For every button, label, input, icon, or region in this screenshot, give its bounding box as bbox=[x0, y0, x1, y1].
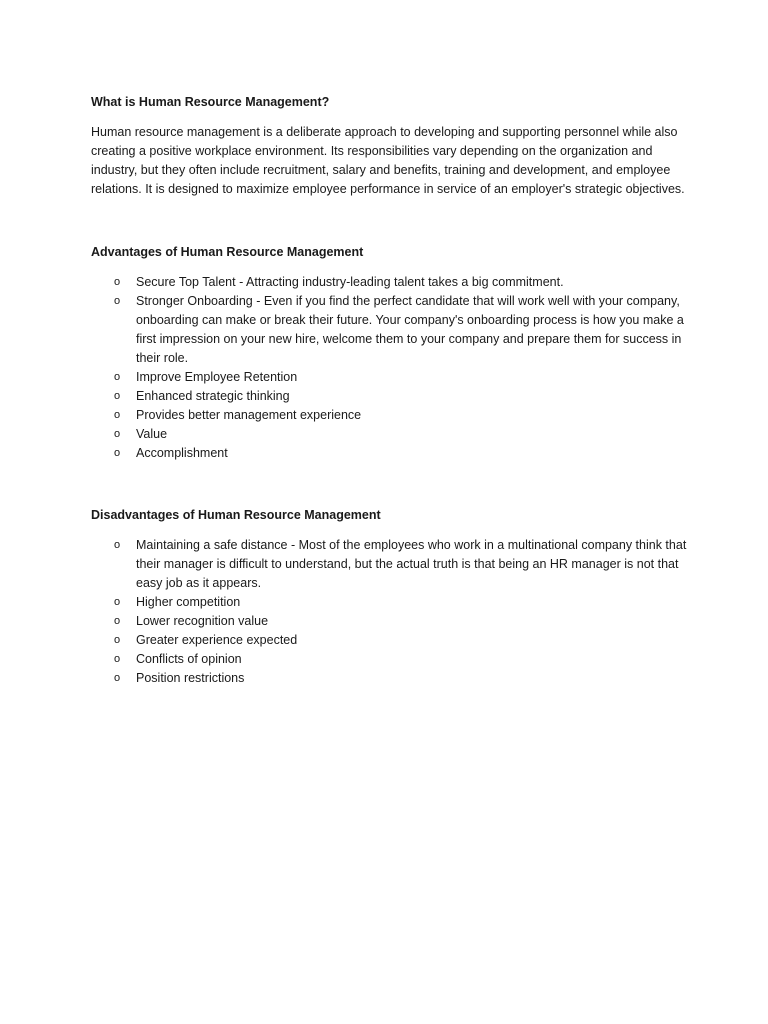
document-content bbox=[91, 92, 691, 688]
disadvantages-heading: Disadvantages of Human Resource Management bbox=[91, 508, 381, 522]
list-item-text: Higher competition bbox=[136, 595, 241, 609]
list-item-text: Position restrictions bbox=[136, 671, 245, 685]
list-item bbox=[91, 292, 691, 368]
bullet-icon: o bbox=[114, 295, 121, 307]
list-item bbox=[91, 631, 691, 650]
list-item bbox=[91, 425, 691, 444]
list-item-text: Improve Employee Retention bbox=[136, 370, 298, 384]
list-item-text: Greater experience expected bbox=[136, 633, 298, 647]
bullet-icon: o bbox=[114, 653, 121, 665]
list-item bbox=[91, 273, 691, 292]
list-item-text: Value bbox=[136, 427, 168, 441]
bullet-icon: o bbox=[114, 276, 121, 288]
bullet-icon: o bbox=[114, 409, 121, 421]
list-item-text: Accomplishment bbox=[136, 446, 228, 460]
intro-heading: What is Human Resource Management? bbox=[91, 95, 330, 109]
list-item bbox=[91, 593, 691, 612]
advantages-section bbox=[91, 242, 691, 463]
list-item bbox=[91, 444, 691, 463]
advantages-heading: Advantages of Human Resource Management bbox=[91, 245, 364, 259]
bullet-icon: o bbox=[114, 615, 121, 627]
list-item-text: Maintaining a safe distance - Most of the employees who work in a multinational company think that their manager is difficult to understand, but the actual truth is that being an HR manager is not that easy job as it appears. bbox=[136, 538, 687, 590]
list-item-text: Enhanced strategic thinking bbox=[136, 389, 290, 403]
list-item-text: Provides better management experience bbox=[136, 408, 362, 422]
list-item bbox=[91, 612, 691, 631]
list-item bbox=[91, 536, 691, 593]
list-item-text: Lower recognition value bbox=[136, 614, 269, 628]
list-item-text: Secure Top Talent - Attracting industry-leading talent takes a big commitment. bbox=[136, 275, 564, 289]
disadvantages-section bbox=[91, 505, 691, 688]
list-item bbox=[91, 669, 691, 688]
list-item bbox=[91, 650, 691, 669]
disadvantages-list bbox=[91, 536, 691, 688]
list-item-text: Stronger Onboarding - Even if you find the perfect candidate that will work well with your company, onboarding can make or break their future. Your company's onboarding process is how you make a first impression on your new hire, welcome them to your company and prepare them for success in their role. bbox=[136, 294, 684, 365]
list-item bbox=[91, 368, 691, 387]
list-item bbox=[91, 406, 691, 425]
bullet-icon: o bbox=[114, 447, 121, 459]
bullet-icon: o bbox=[114, 390, 121, 402]
bullet-icon: o bbox=[114, 371, 121, 383]
list-item bbox=[91, 387, 691, 406]
bullet-icon: o bbox=[114, 539, 121, 551]
intro-paragraph: Human resource management is a deliberate approach to developing and supporting personnel while also creating a positive workplace environment. Its responsibilities vary depending on the organization and industry, but they often include recruitment, salary and benefits, training and development, and employee relations. It is designed to maximize employee performance in service of an employer's strategic objectives. bbox=[91, 125, 685, 196]
advantages-list bbox=[91, 273, 691, 463]
bullet-icon: o bbox=[114, 634, 121, 646]
bullet-icon: o bbox=[114, 672, 121, 684]
list-item-text: Conflicts of opinion bbox=[136, 652, 242, 666]
bullet-icon: o bbox=[114, 428, 121, 440]
bullet-icon: o bbox=[114, 596, 121, 608]
